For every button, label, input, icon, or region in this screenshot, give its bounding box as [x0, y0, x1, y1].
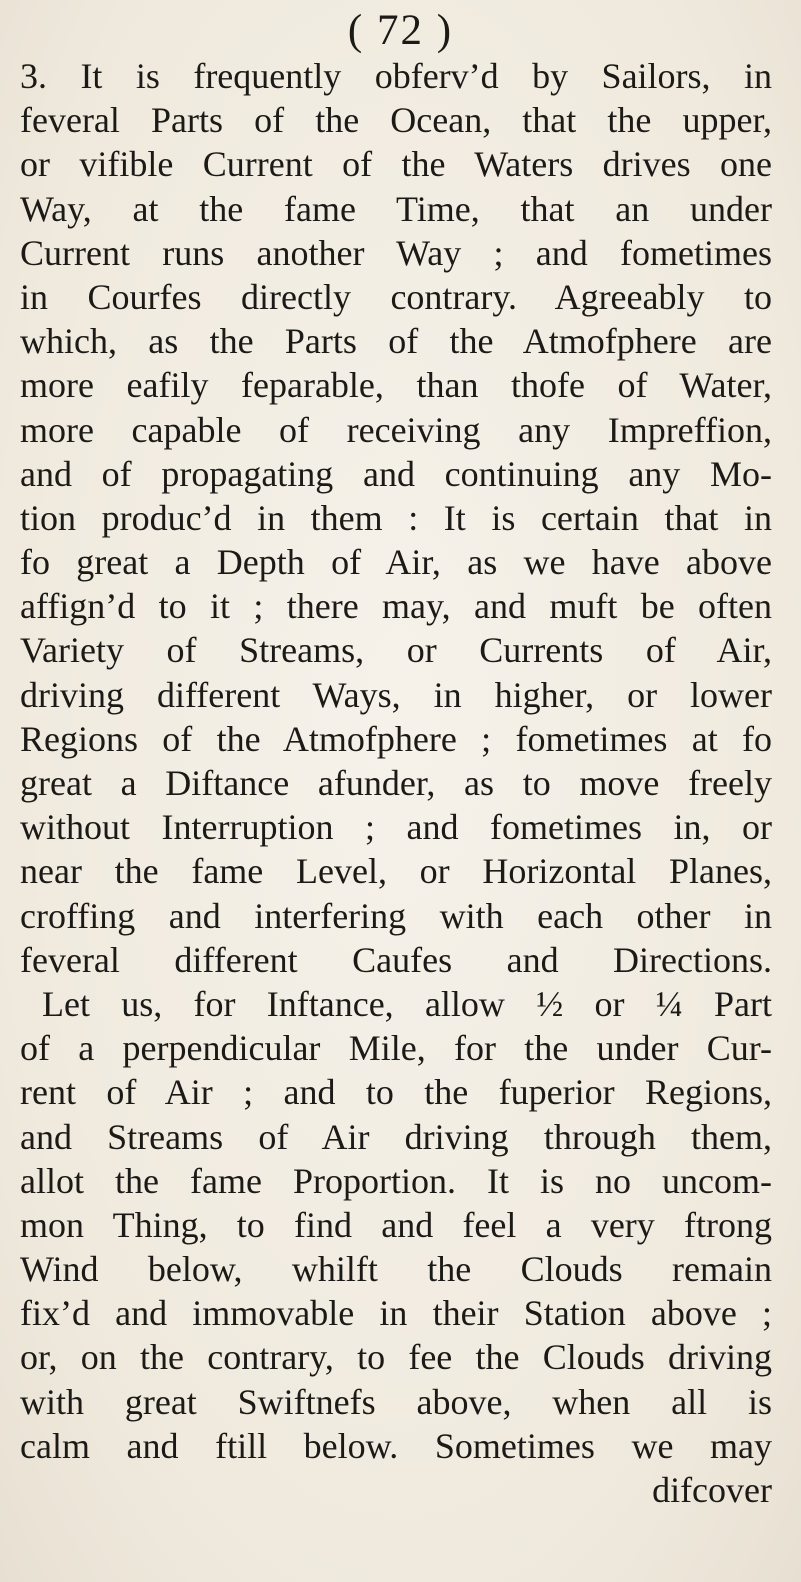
- text-line: and of propagating and continuing any Mo-: [20, 453, 772, 494]
- text-line: tion produc’d in them : It is certain that in: [20, 497, 772, 538]
- text-line: Way, at the fame Time, that an under: [20, 188, 772, 229]
- text-line: more eafily feparable, than thofe of Water,: [20, 365, 772, 406]
- text-line: fo great a Depth of Air, as we have above: [20, 542, 772, 583]
- text-line: Variety of Streams, or Currents of Air,: [20, 630, 772, 671]
- text-line: and Streams of Air driving through them,: [20, 1116, 772, 1157]
- text-line: near the fame Level, or Horizontal Planes,: [20, 851, 772, 892]
- text-line: driving different Ways, in higher, or lower: [20, 674, 772, 715]
- text-line: Current runs another Way ; and fometimes: [20, 232, 772, 273]
- text-line: which, as the Parts of the Atmofphere are: [20, 321, 772, 362]
- text-line: croffing and interfering with each other in: [20, 895, 772, 936]
- body-text: [20, 54, 772, 1512]
- text-line: feveral Parts of the Ocean, that the upper,: [20, 100, 772, 141]
- text-line: of a perpendicular Mile, for the under Cur-: [20, 1028, 772, 1069]
- text-line: or vifible Current of the Waters drives one: [20, 144, 772, 185]
- text-line: Wind below, whilft the Clouds remain: [20, 1249, 772, 1290]
- text-line: affign’d to it ; there may, and muft be often: [20, 586, 772, 627]
- text-line: rent of Air ; and to the fuperior Regions,: [20, 1072, 772, 1113]
- text-line: fix’d and immovable in their Station above ;: [20, 1293, 772, 1334]
- text-line: calm and ftill below. Sometimes we may: [20, 1425, 772, 1466]
- text-line: mon Thing, to find and feel a very ftrong: [20, 1204, 772, 1245]
- text-line: in Courfes directly contrary. Agreeably to: [20, 276, 772, 317]
- text-line: or, on the contrary, to fee the Clouds driving: [20, 1337, 772, 1378]
- text-line: feveral different Caufes and Directions.: [20, 939, 772, 980]
- text-line: with great Swiftnefs above, when all is: [20, 1381, 772, 1422]
- text-line: Let us, for Inftance, allow ½ or ¼ Part: [42, 983, 772, 1024]
- text-line: more capable of receiving any Impreffion,: [20, 409, 772, 450]
- text-line: allot the fame Proportion. It is no uncom-: [20, 1160, 772, 1201]
- catchword: difcover: [652, 1470, 772, 1510]
- text-line: 3. It is frequently obferv’d by Sailors, in: [20, 56, 772, 96]
- text-line: great a Diftance afunder, as to move freely: [20, 763, 772, 803]
- text-line: Regions of the Atmofphere ; fometimes at fo: [20, 718, 772, 759]
- page-number: ( 72 ): [347, 7, 454, 54]
- text-line: without Interruption ; and fometimes in, or: [20, 807, 772, 848]
